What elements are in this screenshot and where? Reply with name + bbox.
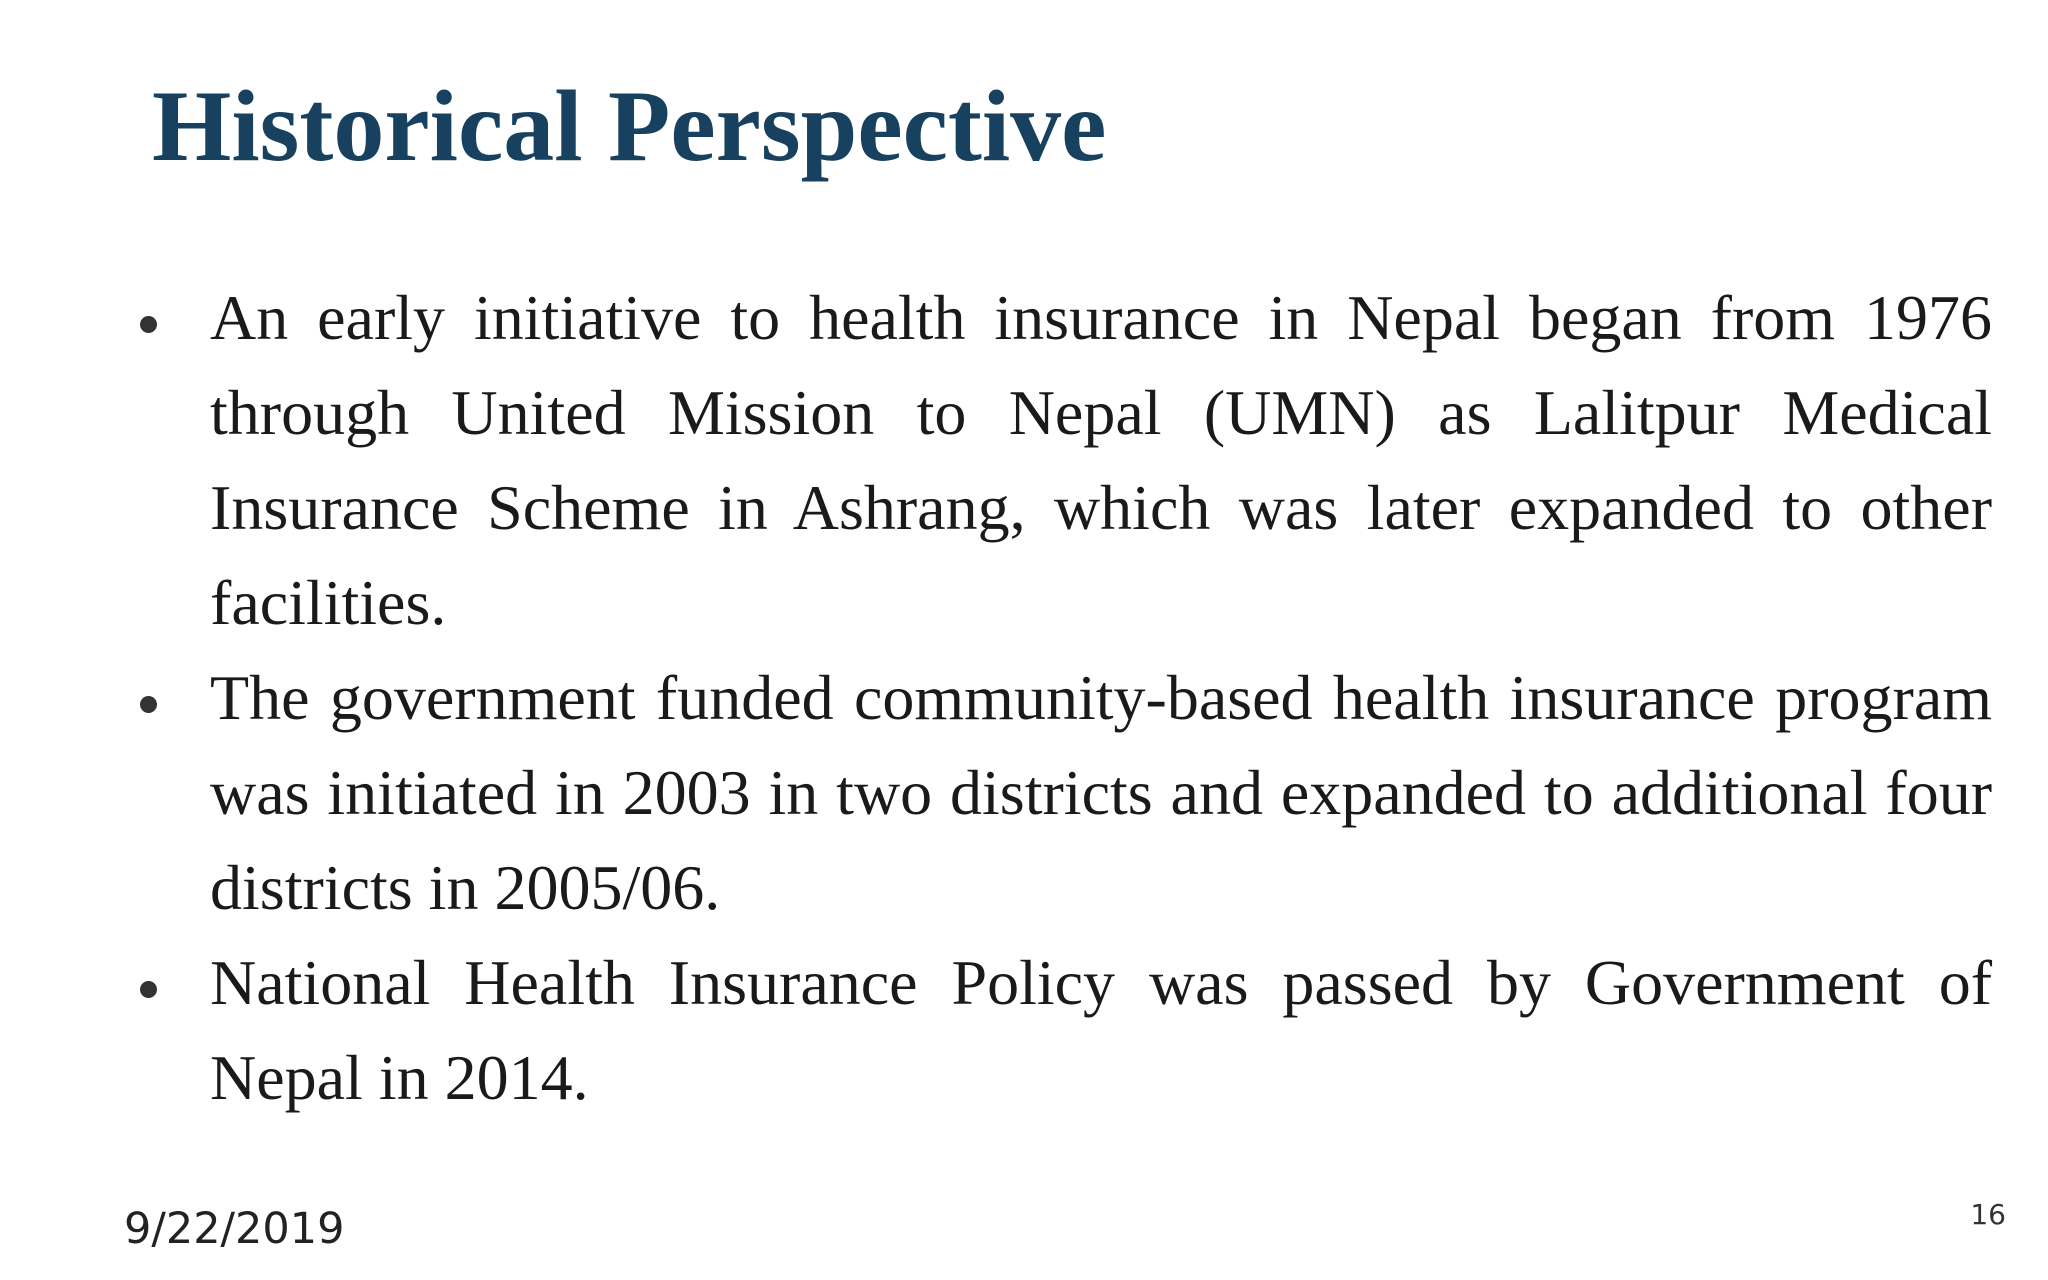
footer-date: 9/22/2019 (124, 1204, 345, 1254)
bullet-item (132, 650, 1992, 935)
bullet-text: The government funded community-based health insurance program was initiated in 2003 in two districts and expanded to additional four districts in 2005/06. (210, 662, 1992, 923)
slide-title: Historical Perspective (152, 70, 1107, 183)
bullet-item (132, 935, 1992, 1125)
bullet-text: National Health Insurance Policy was passed by Government of Nepal in 2014. (210, 947, 1992, 1113)
bullet-dot-icon (140, 316, 157, 333)
bullet-item (132, 270, 1992, 650)
bullet-dot-icon (140, 696, 157, 713)
bullet-text: An early initiative to health insurance in Nepal began from 1976 through United Mission to Nepal (UMN) as Lalitpur Medical Insurance Scheme in Ashrang, which was later expanded to other facilities. (210, 282, 1992, 638)
page-number: 16 (1970, 1198, 2006, 1231)
bullet-dot-icon (140, 981, 157, 998)
bullet-list (132, 270, 1992, 1125)
